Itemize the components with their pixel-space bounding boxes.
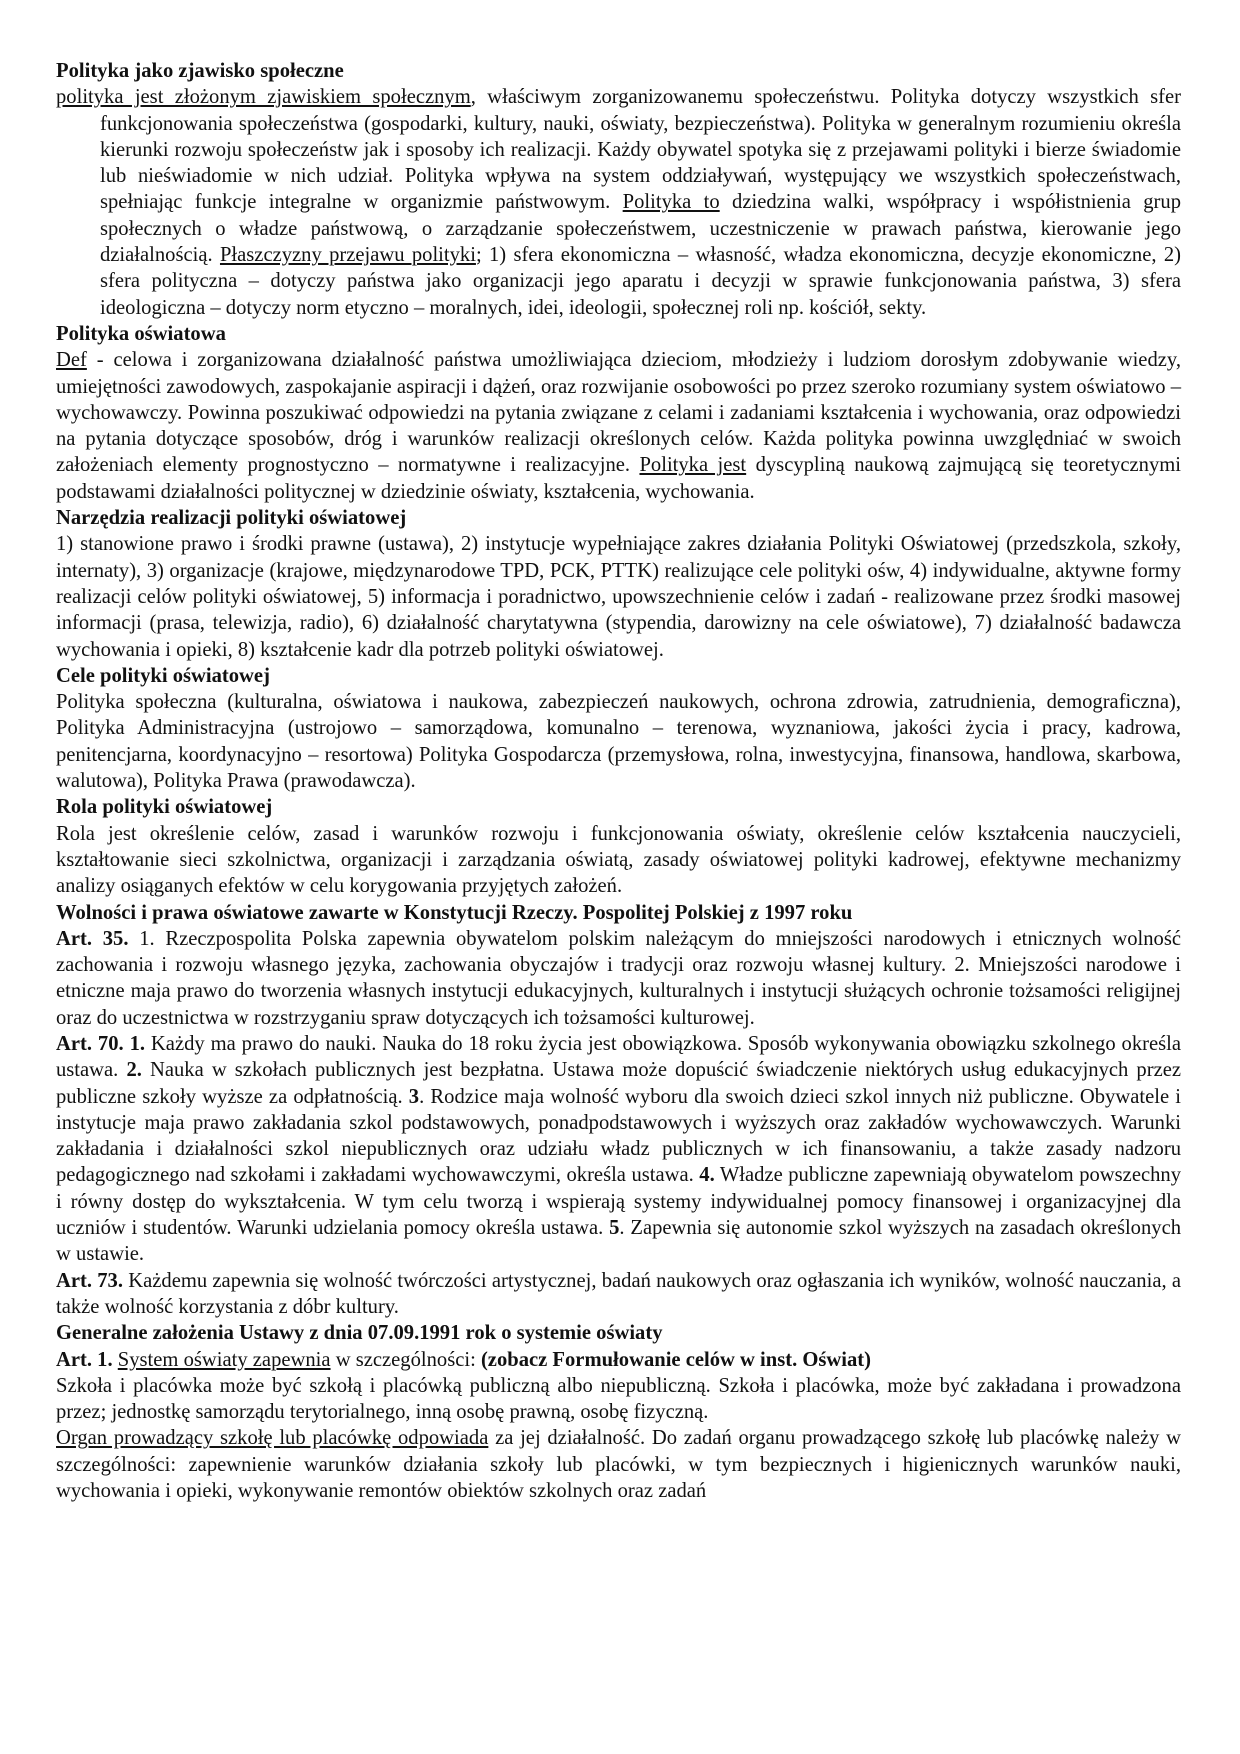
underlined-term: Polityka jest bbox=[639, 454, 747, 477]
heading-rola: Rola polityki oświatowej bbox=[56, 796, 273, 819]
paragraph-art-35: Art. 35. 1. Rzeczpospolita Polska zapewnia obywatelom polskim należącym do mniejszości narodowych i etnicznych wolność zachowania i rozwoju własnego języka, zachowania obyczajów i tradycji oraz rozwoju własnej kultury. 2. Mniejszości narodowe i etniczne maja prawo do tworzenia własnych instytucji edukacyjnych, kulturalnych i instytucji służących ochronie tożsamości religijnej oraz do uczestnictwa w rozstrzyganiu spraw dotyczących ich tożsamości kulturowej. bbox=[56, 927, 1182, 1029]
heading-ustawa: Generalne założenia Ustawy z dnia 07.09.1991 rok o systemie oświaty bbox=[56, 1322, 663, 1345]
article-label: Art. 70. bbox=[56, 1032, 124, 1055]
paragraph-szkola-placowka: Szkoła i placówka może być szkołą i placówką publiczną albo niepubliczną. Szkoła i placówka, może być zakładana i prowadzona przez; jednostkę samorządu terytorialnego, inną osobę prawną, osobę fizyczną. bbox=[56, 1374, 1181, 1424]
heading-konstytucja: Wolności i prawa oświatowe zawarte w Konstytucji Rzeczy. Pospolitej Polskiej z 1997 roku bbox=[56, 901, 853, 924]
heading-cele: Cele polityki oświatowej bbox=[56, 664, 270, 687]
paragraph-art-1: Art. 1. System oświaty zapewnia w szczególności: (zobacz Formułowanie celów w inst. Oświat) bbox=[56, 1348, 872, 1371]
bold-note: (zobacz Formułowanie celów w inst. Oświat) bbox=[480, 1348, 872, 1371]
paragraph-organ-prowadzacy: Organ prowadzący szkołę lub placówkę odpowiada za jej działalność. Do zadań organu prowadzącego szkołę lub placówkę należy w szczególności: zapewnienie warunków działania szkoły lub placówki, w tym bezpiecznych i higienicznych warunków nauki, wychowania i opieki, wykonywanie remontów obiektów szkolnych oraz zadań bbox=[56, 1427, 1181, 1503]
heading-narzedzia: Narzędzia realizacji polityki oświatowej bbox=[56, 507, 407, 530]
article-label: Art. 1. bbox=[56, 1348, 113, 1371]
paragraph-art-70: Art. 70. 1. Każdy ma prawo do nauki. Nauka do 18 roku życia jest obowiązkowa. Sposób wykonywania obowiązku szkolnego określa ustawa. 2. Nauka w szkołach publicznych jest bezpłatna. Ustawa może dopuścić świadczenie niektórych usług edukacyjnych przez publiczne szkoły wyższe za odpłatnością. 3. Rodzice maja wolność wyboru dla swoich dzieci szkol innych niż publiczne. Obywatele i instytucje maja prawo zakładania szkol podstawowych, ponadpodstawowych i wyższych oraz zakładów wychowawczych. Warunki zakładania i działalności szkol niepublicznych oraz udziału władz publicznych w ich finansowaniu, a także zasady nadzoru pedagogicznego nad szkołami i zakładami wychowawczymi, określa ustawa. 4. Władze publiczne zapewniają obywatelom powszechny i równy dostęp do wykształcenia. W tym celu tworzą i wspierają systemy indywidualnej pomocy finansowej i organizacyjnej dla uczniów i studentów. Warunki udzielania pomocy określa ustawa. 5. Zapewnia się autonomie szkol wyższych na zasadach określonych w ustawie. bbox=[56, 1032, 1182, 1266]
article-label: Art. 73. bbox=[56, 1269, 124, 1292]
paragraph-rola: Rola jest określenie celów, zasad i warunków rozwoju i funkcjonowania oświaty, określenie celów kształcenia nauczycieli, kształtowanie sieci szkolnictwa, organizacji i zarządzania oświatą, zasady oświatowej polityki kadrowej, efektywne mechanizmy analizy osiąganych efektów w celu korygowania przyjętych założeń. bbox=[56, 822, 1181, 898]
heading-polityka-oswiatowa: Polityka oświatowa bbox=[56, 322, 226, 345]
underlined-term: System oświaty zapewnia bbox=[117, 1348, 331, 1371]
paragraph-polityka-zjawisko: polityka jest złożonym zjawiskiem społecznym, właściwym zorganizowanemu społeczeństwu. Polityka dotyczy wszystkich sfer funkcjonowania społeczeństwa (gospodarki, kultury, nauki, oświaty, bezpieczeństwa). Polityka w generalnym rozumieniu określa kierunki rozwoju społeczeństw jak i sposoby ich realizacji. Każdy obywatel spotyka się z przejawami polityki i bierze świadomie lub nieświadomie w nich udział. Polityka wpływa na system oddziaływań, występujący we wszystkich społeczeństwach, spełniając funkcje integralne w organizmie państwowym. Polityka to dziedzina walki, współpracy i współistnienia grup społecznych o władze państwową, o zarządzanie społeczeństwem, uczestniczenie w prawach państwa, kierowanie jego działalnością. Płaszczyzny przejawu polityki; 1) sfera ekonomiczna – własność, władza ekonomiczna, decyzje ekonomiczne, 2) sfera polityczna – dotyczy państwa jako organizacji jego aparatu i decyzji w sprawie funkcjonowania państwa, 3) sfera ideologiczna – dotyczy norm etyczno – moralnych, idei, ideologii, społecznej roli np. kościół, sekty. bbox=[56, 86, 1181, 319]
underlined-term: Płaszczyzny przejawu polityki bbox=[219, 244, 476, 267]
heading-polityka-zjawisko: Polityka jako zjawisko społeczne bbox=[56, 60, 344, 82]
paragraph-cele: Polityka społeczna (kulturalna, oświatowa i naukowa, zabezpieczeń naukowych, ochrona zdrowia, zatrudnienia, demograficzna), Polityka Administracyjna (ustrojowo – samorządowa, komunalno – terenowa, wyznaniowa, jakości życia i pracy, kadrowa, penitencjarna, koordynacyjno – resortowa) Polityka Gospodarcza (przemysłowa, rolna, inwestycyjna, finansowa, handlowa, skarbowa, walutowa), Polityka Prawa (prawodawcza). bbox=[56, 691, 1181, 793]
paragraph-narzedzia: 1) stanowione prawo i środki prawne (ustawa), 2) instytucje wypełniające zakres działania Polityki Oświatowej (przedszkola, szkoły, internaty), 3) organizacje (krajowe, międzynarodowe TPD, PCK, PTTK) realizujące cele polityki ośw, 4) indywidualne, aktywne formy realizacji celów polityki oświatowej, 5) informacja i poradnictwo, upowszechnienie celów i zadań - realizowane przez środki masowej informacji (prasa, telewizja, radio), 6) działalność charytatywna (stypendia, darowizny na cele oświatowe), 7) działalność badawcza wychowania i opieki, 8) kształcenie kadr dla potrzeb polityki oświatowej. bbox=[56, 533, 1181, 661]
paragraph-polityka-oswiatowa: Def - celowa i zorganizowana działalność państwa umożliwiająca dzieciom, młodzieży i ludziom dorosłym zdobywanie wiedzy, umiejętności zawodowych, zaspokajanie aspiracji i dążeń, oraz rozwijanie osobowości po przez szeroko rozumiany system oświatowo – wychowawczy. Powinna poszukiwać odpowiedzi na pytania związane z celami i zadaniami kształcenia i wychowania, oraz odpowiedzi na pytania dotyczące sposobów, dróg i warunków realizacji określonych celów. Każda polityka powinna uwzględniać w swoich założeniach elementy prognostyczno – normatywne i realizacyjne. Polityka jest dyscypliną naukową zajmującą się teoretycznymi podstawami działalności politycznej w dziedzinie oświaty, kształcenia, wychowania. bbox=[56, 349, 1181, 503]
document-page bbox=[56, 58, 1181, 1504]
paragraph-art-73: Art. 73. Każdemu zapewnia się wolność twórczości artystycznej, badań naukowych oraz ogłaszania ich wyników, wolność nauczania, a także wolność korzystania z dóbr kultury. bbox=[56, 1269, 1181, 1318]
underlined-term: Organ prowadzący szkołę lub placówkę odpowiada bbox=[56, 1427, 489, 1450]
underlined-term: polityka jest złożonym zjawiskiem społecznym bbox=[56, 86, 471, 109]
underlined-term: Def bbox=[56, 349, 87, 372]
underlined-term: Polityka to bbox=[622, 191, 720, 214]
article-label: Art. 35. bbox=[56, 927, 129, 950]
